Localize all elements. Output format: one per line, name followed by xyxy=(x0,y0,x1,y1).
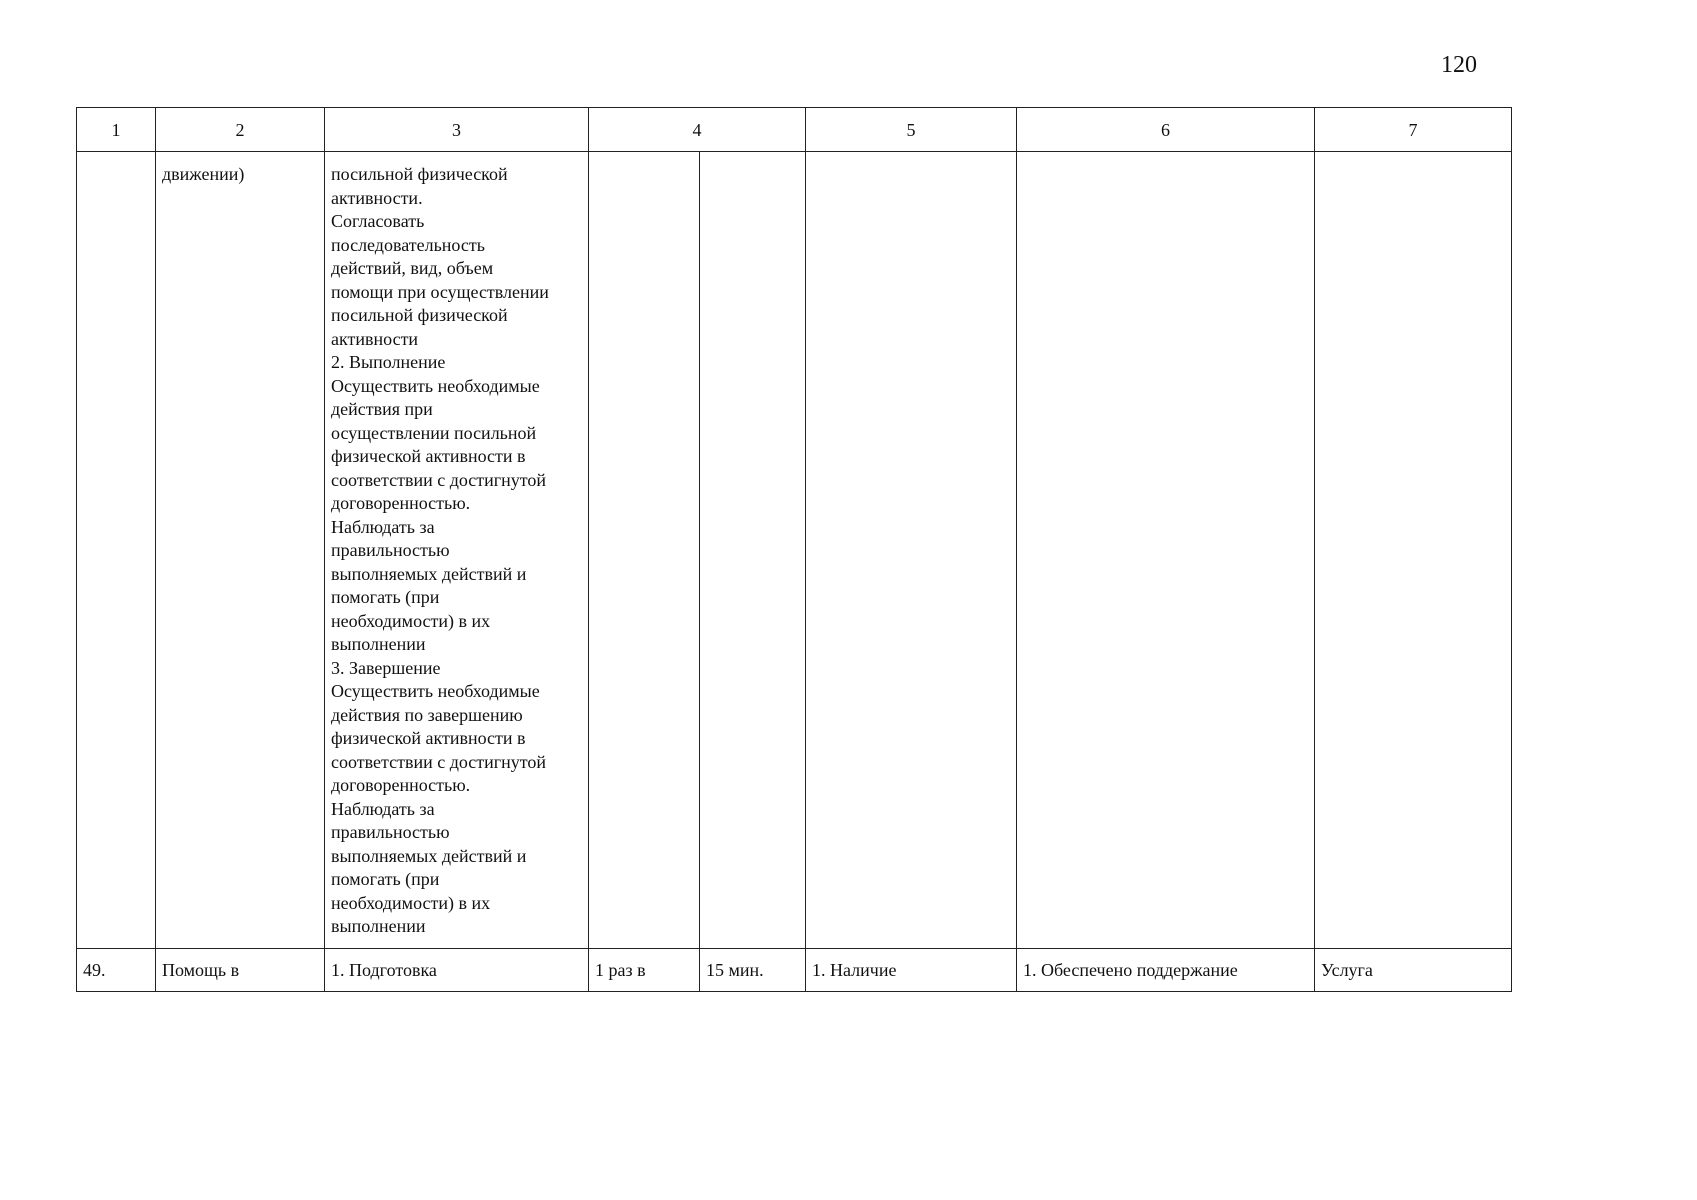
indicator-cell xyxy=(806,949,1017,992)
content-line: выполняемых действий и xyxy=(331,845,527,866)
indicator-cell xyxy=(806,152,1017,949)
content-line: Осуществить необходимые xyxy=(331,375,540,396)
content-line: физической активности в xyxy=(331,446,526,466)
header-cell: 3 xyxy=(325,108,589,152)
content-line: помощи при осуществлении xyxy=(331,281,549,302)
content-line: физической активности в xyxy=(331,728,526,748)
service-content-text xyxy=(325,152,588,939)
content-line: 3. Завершение xyxy=(331,657,441,678)
item-periodicity: 1 раз в xyxy=(595,960,646,980)
content-line: помогать (при xyxy=(331,587,440,607)
content-line: помогать (при xyxy=(331,869,440,889)
item-result: 1. Обеспечено поддержание xyxy=(1023,960,1238,980)
table-row xyxy=(77,152,1512,949)
item-note: Услуга xyxy=(1321,960,1373,980)
service-name-cell xyxy=(156,949,325,992)
number-cell xyxy=(77,949,156,992)
content-line: Наблюдать за xyxy=(331,516,435,537)
service-content-cell xyxy=(325,152,589,949)
content-line: осуществлении посильной xyxy=(331,422,537,443)
content-line: правильностью xyxy=(331,540,450,560)
content-line: правильностью xyxy=(331,822,450,842)
table-header-row xyxy=(77,108,1512,152)
header-cell: 7 xyxy=(1315,108,1512,152)
table-row xyxy=(77,949,1512,992)
service-name-cell xyxy=(156,152,325,949)
item-duration: 15 мин. xyxy=(706,960,764,980)
periodicity-cell xyxy=(589,949,700,992)
periodicity-cell xyxy=(589,152,700,949)
content-line: активности xyxy=(331,328,419,349)
content-line: выполнении xyxy=(331,916,426,936)
service-content-cell xyxy=(325,949,589,992)
page-number: 120 xyxy=(1441,52,1477,78)
number-cell xyxy=(77,152,156,949)
item-name: Помощь в xyxy=(162,960,240,980)
content-line: необходимости) в их xyxy=(331,892,491,913)
content-line: соответствии с достигнутой xyxy=(331,751,547,772)
content-line: посильной физической xyxy=(331,164,508,184)
content-line: посильной физической xyxy=(331,305,508,325)
services-table xyxy=(76,107,1512,992)
content-line: действия при xyxy=(331,399,433,419)
content-line: договоренностью. xyxy=(331,493,471,513)
header-cell: 6 xyxy=(1017,108,1315,152)
content-line: Осуществить необходимые xyxy=(331,681,540,701)
content-line: договоренностью. xyxy=(331,775,471,795)
item-indicator: 1. Наличие xyxy=(812,960,897,980)
content-line: Согласовать xyxy=(331,211,425,231)
content-line: действий, вид, объем xyxy=(331,258,494,278)
service-name-text: движении) xyxy=(162,164,245,184)
header-cell: 1 xyxy=(77,108,156,152)
duration-cell xyxy=(700,949,806,992)
note-cell xyxy=(1315,152,1512,949)
item-content: 1. Подготовка xyxy=(331,960,437,980)
result-cell xyxy=(1017,949,1315,992)
header-cell: 2 xyxy=(156,108,325,152)
content-line: последовательность xyxy=(331,234,485,255)
header-cell: 4 xyxy=(589,108,806,152)
content-line: выполняемых действий и xyxy=(331,563,527,584)
result-cell xyxy=(1017,152,1315,949)
content-line: Наблюдать за xyxy=(331,798,435,819)
content-line: соответствии с достигнутой xyxy=(331,469,547,490)
content-line: выполнении xyxy=(331,634,426,654)
content-line: необходимости) в их xyxy=(331,610,491,631)
item-number: 49. xyxy=(83,960,106,980)
content-line: активности. xyxy=(331,187,423,208)
note-cell xyxy=(1315,949,1512,992)
content-line: действия по завершению xyxy=(331,704,523,725)
header-cell: 5 xyxy=(806,108,1017,152)
content-line: 2. Выполнение xyxy=(331,352,446,372)
duration-cell xyxy=(700,152,806,949)
